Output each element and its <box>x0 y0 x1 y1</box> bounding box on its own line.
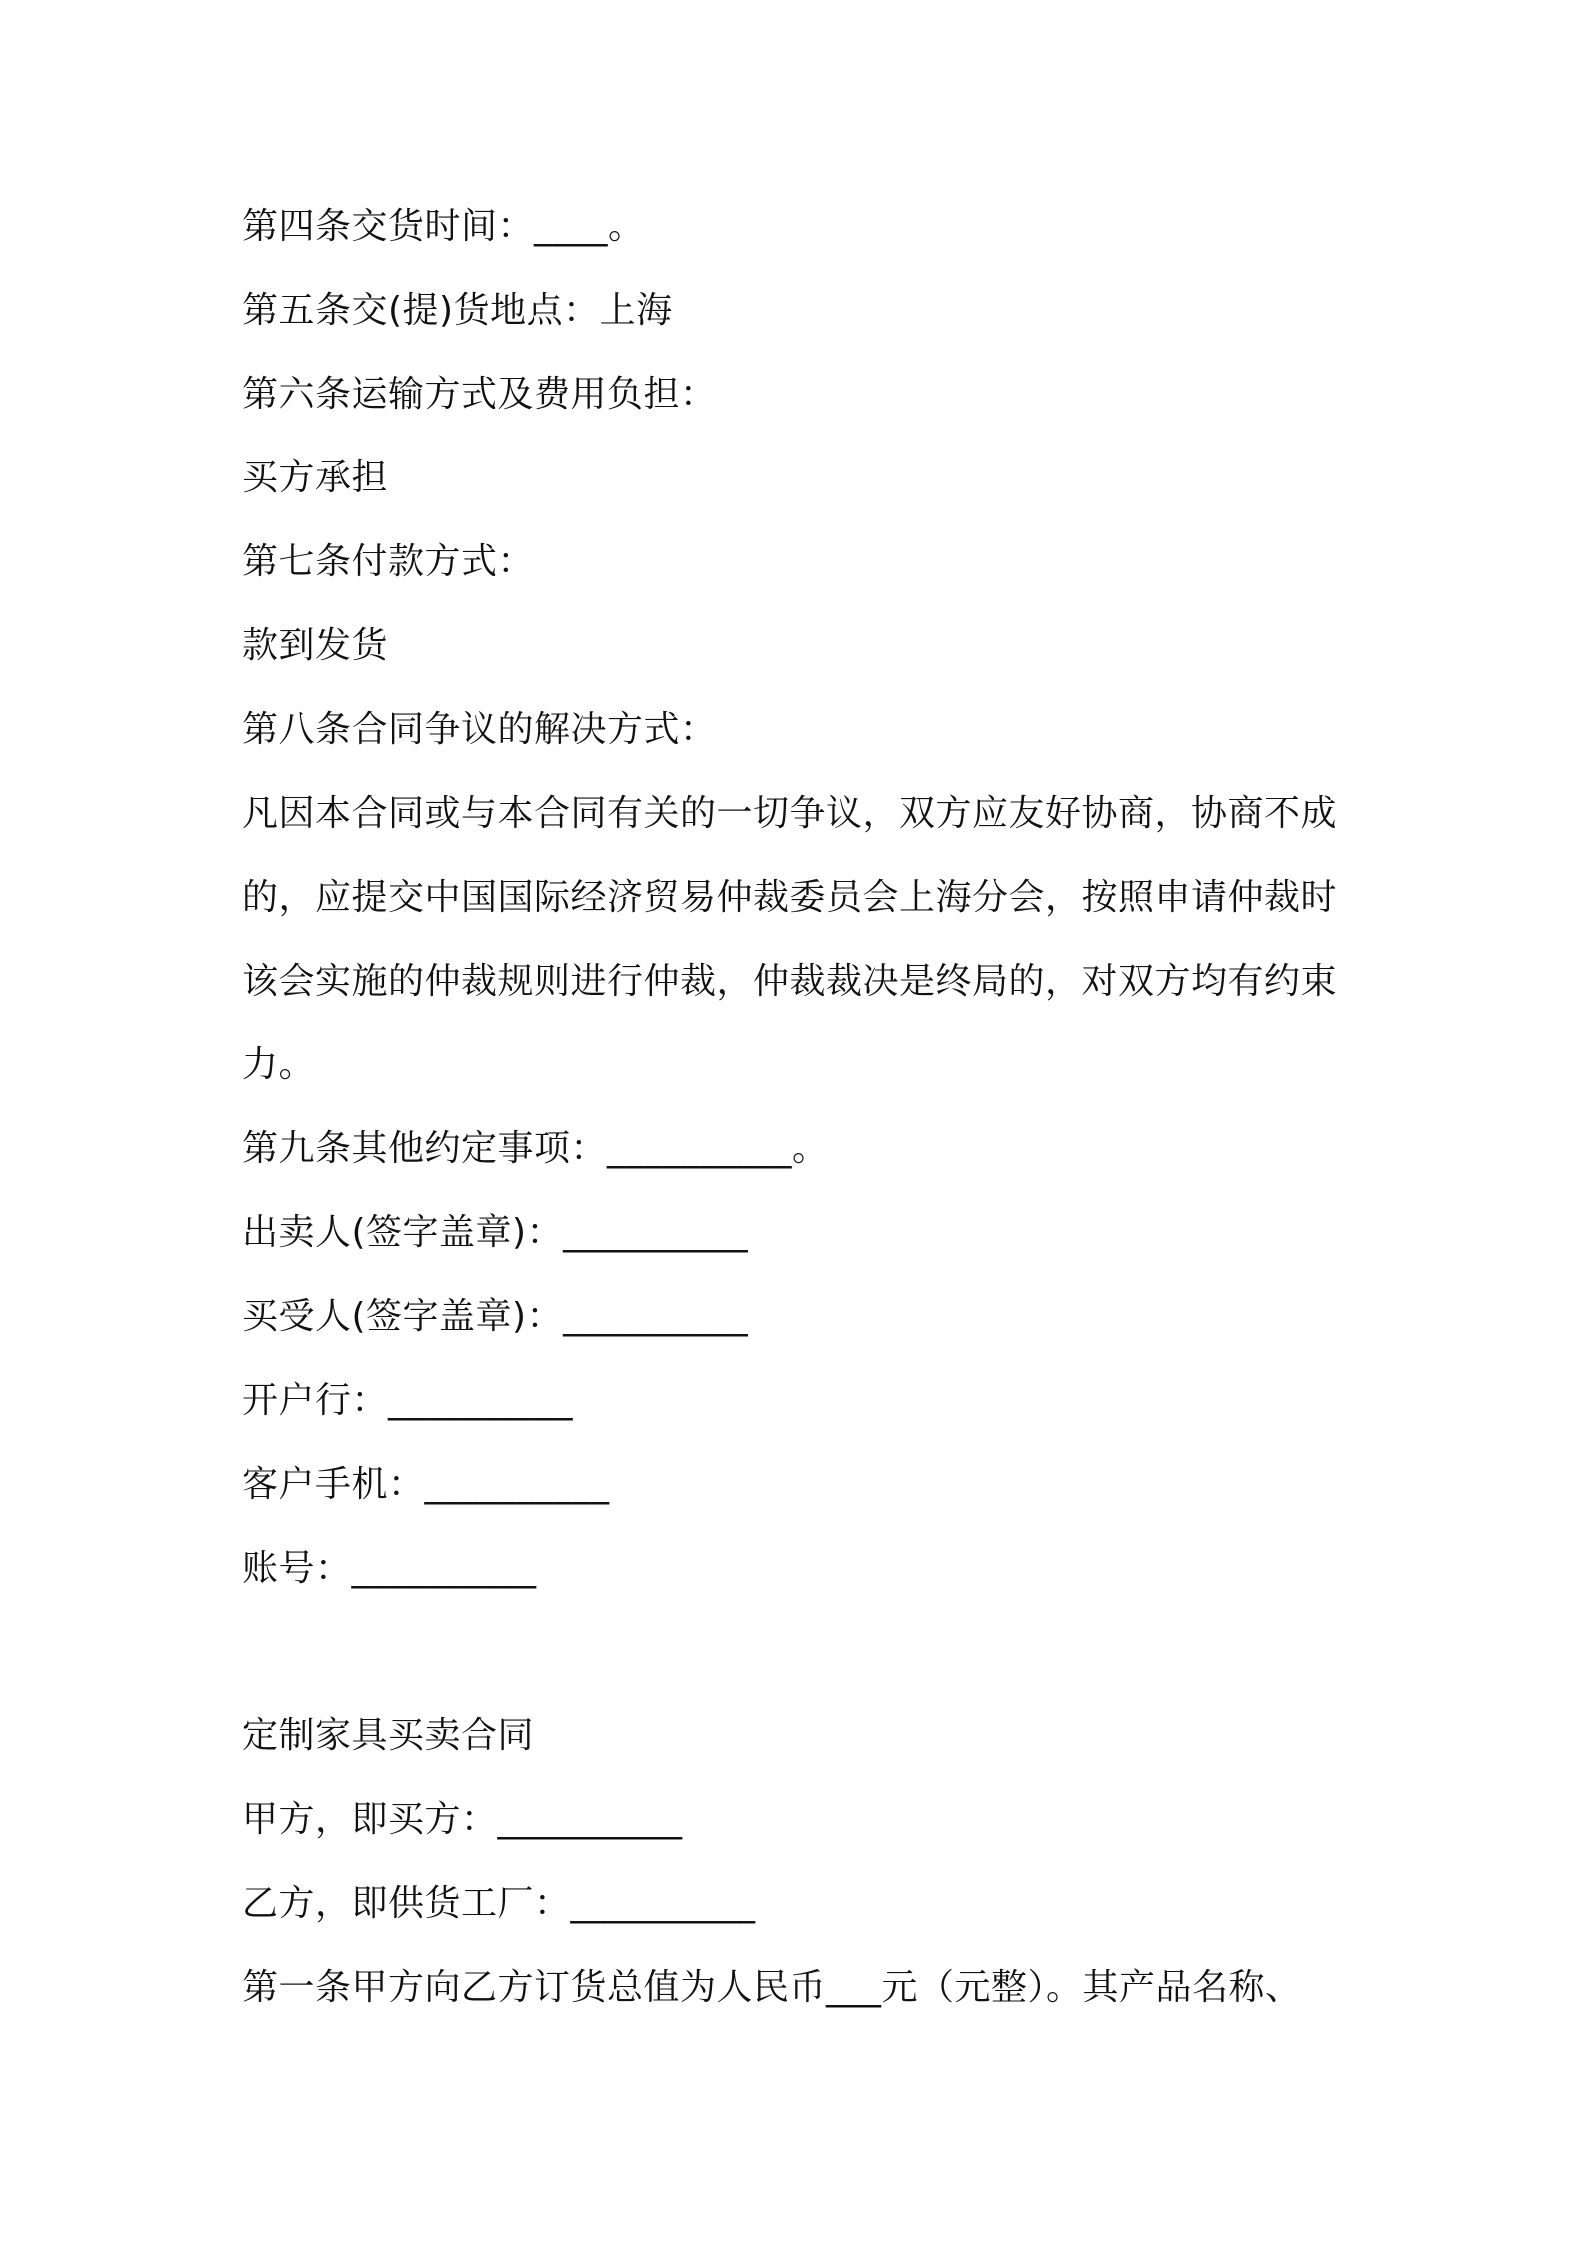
seller-signature-field: 出卖人(签字盖章)：__________ <box>242 1212 749 1253</box>
account-number-field: 账号：__________ <box>242 1548 537 1589</box>
clause-7-payment-heading: 第七条付款方式： <box>242 541 535 582</box>
clause-9-other-matters: 第九条其他约定事项：__________。 <box>242 1128 829 1169</box>
buyer-signature-field: 买受人(签字盖章)：__________ <box>242 1296 749 1337</box>
clause-7-payment-content: 款到发货 <box>242 625 389 666</box>
clause-8-dispute-text-line-4: 力。 <box>242 1044 316 1085</box>
bank-field: 开户行：__________ <box>242 1380 574 1421</box>
clause-8-dispute-heading: 第八条合同争议的解决方式： <box>242 709 717 750</box>
clause-4-delivery-time: 第四条交货时间：____。 <box>242 206 645 247</box>
clause-6-transport-heading: 第六条运输方式及费用负担： <box>242 374 717 415</box>
clause-8-dispute-text-line-1: 凡因本合同或与本合同有关的一切争议，双方应友好协商，协商不成 <box>242 793 1338 834</box>
party-b-factory-field: 乙方，即供货工厂：__________ <box>242 1883 756 1924</box>
clause-8-dispute-text-line-2: 的，应提交中国国际经济贸易仲裁委员会上海分会，按照申请仲裁时 <box>242 877 1338 918</box>
contract-title: 定制家具买卖合同 <box>242 1715 535 1756</box>
party-a-buyer-field: 甲方，即买方：__________ <box>242 1799 683 1840</box>
clause-1-order-value: 第一条甲方向乙方订货总值为人民币___元（元整）。其产品名称、 <box>242 1967 1302 2008</box>
clause-8-dispute-text-line-3: 该会实施的仲裁规则进行仲裁，仲裁裁决是终局的，对双方均有约束 <box>242 961 1338 1002</box>
clause-5-delivery-place: 第五条交(提)货地点：上海 <box>242 290 673 331</box>
customer-phone-field: 客户手机：__________ <box>242 1464 610 1505</box>
clause-6-transport-content: 买方承担 <box>242 457 389 498</box>
